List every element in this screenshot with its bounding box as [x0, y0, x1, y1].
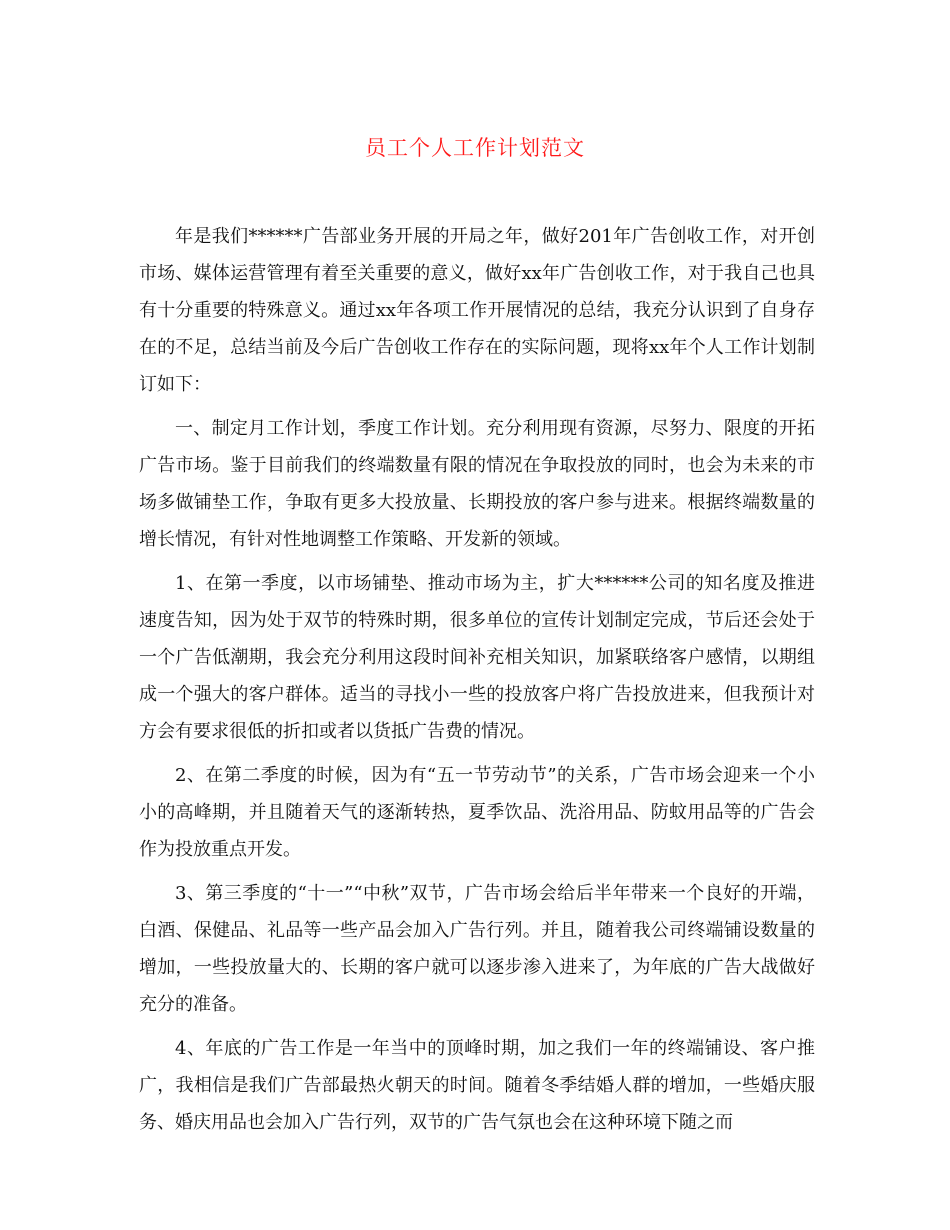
paragraph-section-1: 一、制定月工作计划，季度工作计划。充分利用现有资源，尽努力、限度的开拓广告市场。鉴于目前我们的终端数量有限的情况在争取投放的同时，也会为未来的市场多做铺垫工作，争取有更多大投放量、长期投放的客户参与进来。根据终端数量的增长情况，有针对性地调整工作策略、开发新的领域。 [139, 418, 815, 550]
document-body [139, 218, 815, 1148]
paragraph-q2: 2、在第二季度的时候，因为有“五一节劳动节”的关系，广告市场会迎来一个小小的高峰期，并且随着天气的逐渐转热，夏季饮品、洗浴用品、防蚊用品等的广告会作为投放重点开发。 [139, 765, 815, 860]
paragraph-q4: 4、年底的广告工作是一年当中的顶峰时期，加之我们一年的终端铺设、客户推广，我相信是我们广告部最热火朝天的时间。随着冬季结婚人群的增加，一些婚庆服务、婚庆用品也会加入广告行列，双节的广告气氛也会在这种环境下随之而 [139, 1038, 815, 1133]
paragraph-q3: 3、第三季度的“十一”“中秋”双节，广告市场会给后半年带来一个良好的开端，白酒、保健品、礼品等一些产品会加入广告行列。并且，随着我公司终端铺设数量的增加，一些投放量大的、长期的客户就可以逐步渗入进来了，为年底的广告大战做好充分的准备。 [139, 883, 815, 1015]
document-title: 员工个人工作计划范文 [365, 136, 585, 160]
paragraph-q1: 1、在第一季度，以市场铺垫、推动市场为主，扩大******公司的知名度及推进速度告知，因为处于双节的特殊时期，很多单位的宣传计划制定完成，节后还会处于一个广告低潮期，我会充分利用这段时间补充相关知识，加紧联络客户感情，以期组成一个强大的客户群体。适当的寻找小一些的投放客户将广告投放进来，但我预计对方会有要求很低的折扣或者以货抵广告费的情况。 [139, 573, 815, 742]
paragraph-intro: 年是我们******广告部业务开展的开局之年，做好201年广告创收工作，对开创市场、媒体运营管理有着至关重要的意义，做好xx年广告创收工作，对于我自己也具有十分重要的特殊意义。通过xx年各项工作开展情况的总结，我充分认识到了自身存在的不足，总结当前及今后广告创收工作存在的实际问题，现将xx年个人工作计划制订如下： [139, 226, 815, 395]
